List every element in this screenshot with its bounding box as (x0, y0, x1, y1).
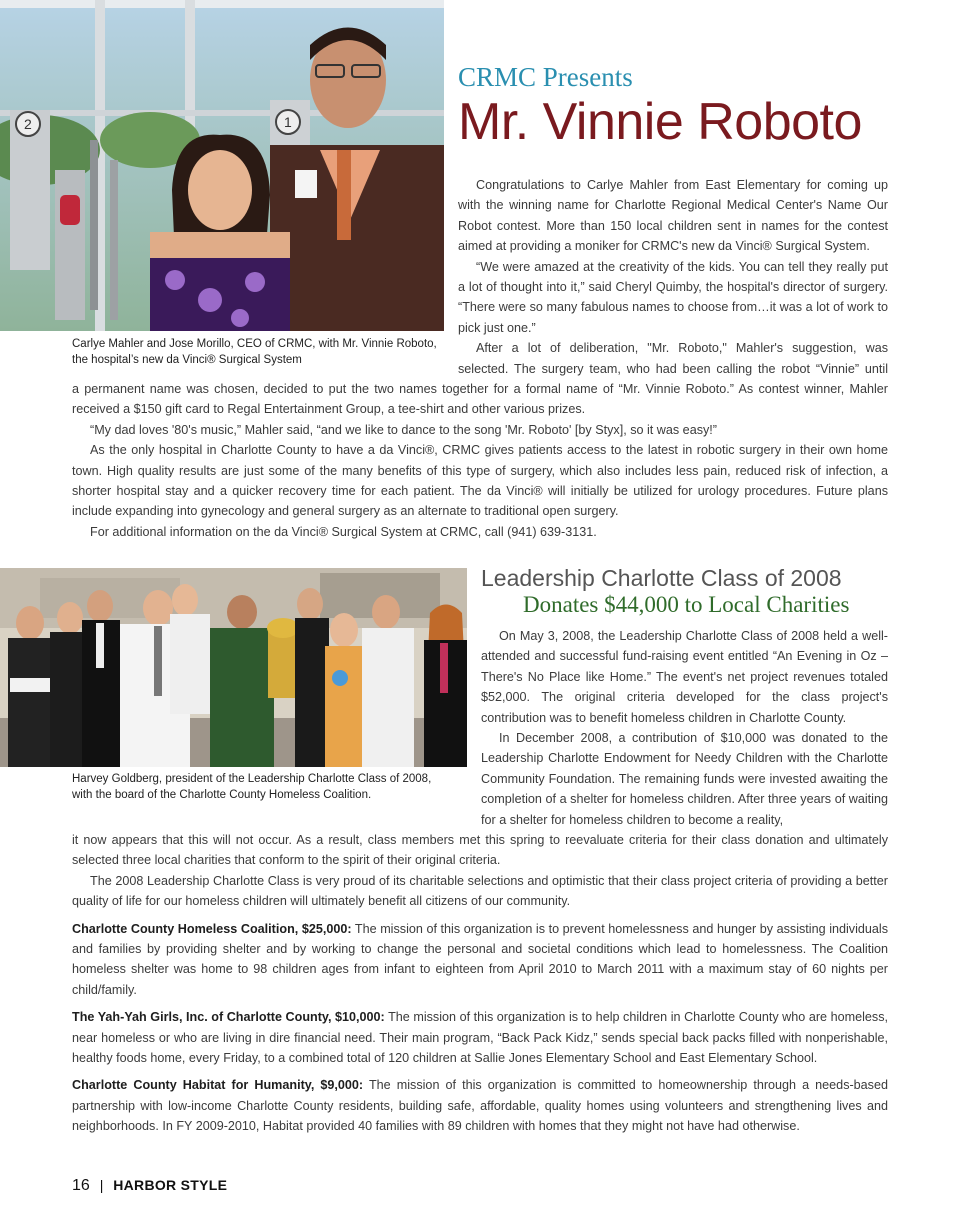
charity-name: Charlotte County Homeless Coalition, $25,000: (72, 921, 352, 936)
article2-paragraph: The 2008 Leadership Charlotte Class is very proud of its charitable selections and optimistic that their class project criteria of providing a better quality of life for our homeless children will ultimately benefit all citizens of our community. (72, 873, 888, 909)
charity-name: The Yah-Yah Girls, Inc. of Charlotte County, $10,000: (72, 1010, 385, 1025)
footer-separator: | (99, 1177, 104, 1193)
photo1-caption: Carlye Mahler and Jose Morillo, CEO of CRMC, with Mr. Vinnie Roboto, the hospital’s new da Vinci® Surgical System (72, 338, 437, 366)
page-footer (72, 1177, 227, 1195)
article1-column (458, 175, 888, 379)
svg-text:2: 2 (24, 116, 32, 132)
article2-paragraph: it now appears that this will not occur. As a result, class members met this spring to reevaluate criteria for their class donation and ultimately selected three local charities that conform to the spirit of their original criteria. (72, 833, 888, 868)
charity-entry (72, 1007, 888, 1068)
photo-group-board (0, 568, 467, 767)
article2-title-line1: Leadership Charlotte Class of 2008 (481, 565, 842, 591)
article2-title-line2: Donates $44,000 to Local Charities (523, 592, 850, 617)
article1-paragraph: Congratulations to Carlye Mahler from East Elementary for coming up with the winning name for Charlotte Regional Medical Center's Name Our Robot contest. More than 150 local children sent in names for the contest aimed at providing a moniker for CRMC's new da Vinci® Surgical System. (458, 178, 888, 254)
article1-paragraph: After a lot of deliberation, "Mr. Roboto," Mahler's suggestion, was selected. The surgery team, who had been calling the robot “Vinnie” until (458, 341, 888, 376)
article1-paragraph: “My dad loves '80's music,” Mahler said, “and we like to dance to the song 'Mr. Roboto' [by Styx], so it was easy!” (90, 422, 717, 437)
page-number: 16 (72, 1177, 90, 1194)
article1-title: Mr. Vinnie Roboto (458, 93, 862, 151)
article1-paragraph: “We were amazed at the creativity of the kids. You can tell they really put a lot of thought into it,” said Cheryl Quimby, the hospital's director of surgery. “There were so many fabulous names to choose from…it was a lot of work to pick just one.” (458, 259, 888, 335)
article1-paragraph: As the only hospital in Charlotte County to have a da Vinci®, CRMC gives patients access to the latest in robotic surgery in their own home town. High quality results are just some of the many benefits of this type of surgery, which also includes less pain, reduced risk of infection, a shorter hospital stay and a quicker recovery time for each patient. The da Vinci® will initially be utilized for urology procedures. Future plans include expanding into gynecology and general surgery as an alternate to traditional open surgery. (72, 443, 888, 519)
magazine-name: HARBOR STYLE (113, 1177, 228, 1193)
charity-entry (72, 919, 888, 1001)
charity-description: The mission of this organization is to help children in Charlotte County who are homeless, near homeless or who are living in dire financial need. Their main program, “Back Pack Kidz,” sends special back packs filled with nonperishable, healthy foods home, every Friday, to a combined total of 120 children at Sallie Jones Elementary School and East Elementary School. (72, 1010, 888, 1066)
photo2-caption: Harvey Goldberg, president of the Leadership Charlotte Class of 2008, with the board of the Charlotte County Homeless Coalition. (72, 773, 432, 801)
article2-fullwidth (72, 830, 888, 1137)
article2-paragraph: On May 3, 2008, the Leadership Charlotte Class of 2008 held a well-attended and successful fund-raising event entitled “An Evening in Oz – There's No Place like Home.” The event's net project revenues totaled $52,000. The original criteria developed for the class project's contribution was to benefit homeless children in Charlotte County. (481, 629, 888, 725)
article1-fullwidth (72, 379, 888, 542)
article1-paragraph: For additional information on the da Vinci® Surgical System at CRMC, call (941) 639-3131. (90, 524, 597, 539)
article1-paragraph: a permanent name was chosen, decided to put the two names together for a formal name of “Mr. Vinnie Roboto.” As contest winner, Mahler received a $150 gift card to Regal Entertainment Group, a tee-shirt and other various prizes. (72, 382, 888, 417)
article2-paragraph: In December 2008, a contribution of $10,000 was donated to the Leadership Charlotte Endowment for Needy Children with the Charlotte Community Foundation. The remaining funds were invested awaiting the completion of a shelter for homeless children. After three years of waiting for a shelter for homeless children to become a reality, (481, 731, 888, 827)
article1-kicker: CRMC Presents (458, 62, 633, 92)
photo-robot-presentation (0, 0, 444, 331)
charity-name: Charlotte County Habitat for Humanity, $9,000: (72, 1078, 364, 1093)
charity-description: The mission of this organization is committed to homeownership through a needs-based partnership with low-income Charlotte County residents, building safe, affordable, quality homes using volunteers and strengthening lives and neighborhoods. In FY 2009-2010, Habitat provided 40 families with 89 children with homes that they might not have had otherwise. (72, 1078, 888, 1134)
charity-entry (72, 1075, 888, 1136)
svg-text:1: 1 (284, 114, 292, 130)
charity-description: The mission of this organization is to prevent homelessness and hunger by assisting individuals and families by providing shelter and by working to change the personal and societal conditions which lead to homelessness. The Coalition homeless shelter was home to 98 children ages from infant to eighteen from April 2010 to March 2011 with a maximum stay of 60 nights per child/family. (72, 921, 889, 997)
article2-column (481, 626, 888, 830)
